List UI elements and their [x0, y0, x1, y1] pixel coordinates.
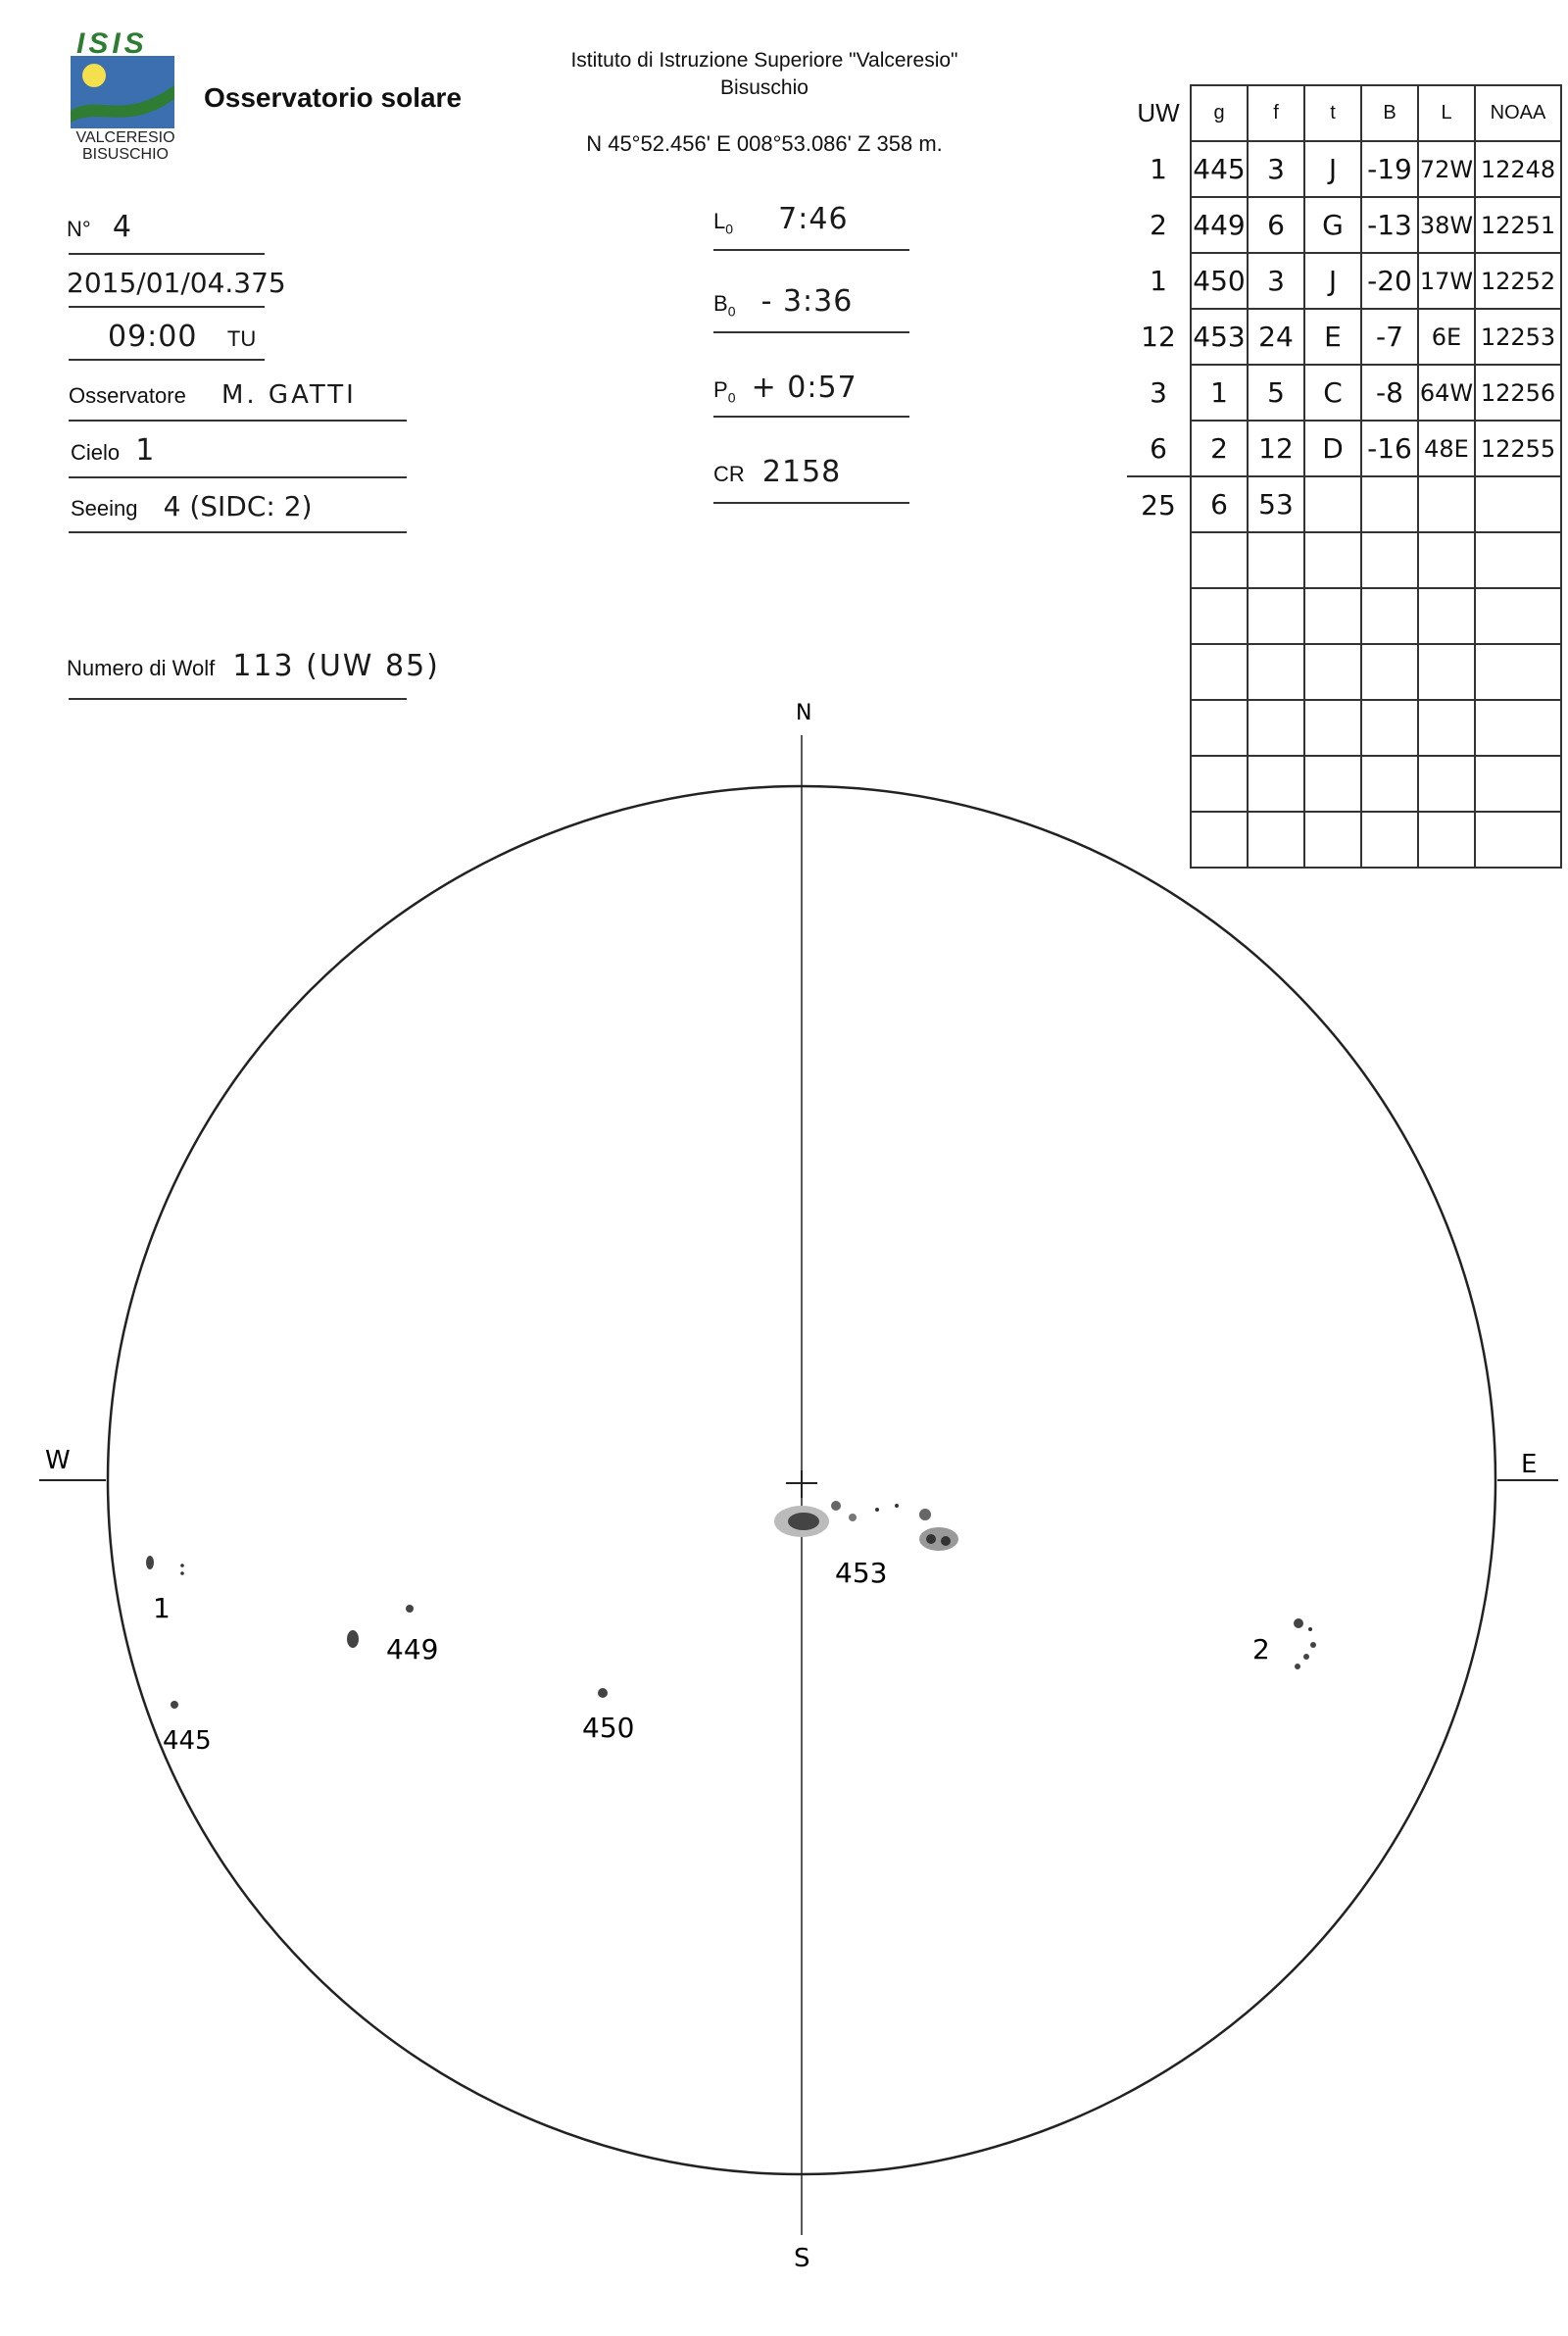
cell-uw [1127, 588, 1191, 644]
cell-l: 6E [1418, 309, 1475, 365]
cr-underline [713, 502, 909, 504]
seeing-underline [69, 531, 407, 533]
cell-l: 64W [1418, 365, 1475, 421]
p0-subscript: 0 [727, 389, 736, 406]
number-field [67, 210, 132, 244]
observer-value: M. GATTI [220, 380, 357, 410]
group-label-450: 450 [582, 1712, 635, 1744]
group-label-453: 453 [835, 1557, 888, 1589]
p0-underline [713, 416, 909, 418]
logo-subtitle-line2: BISUSCHIO [81, 146, 169, 163]
seeing-label: Seeing [71, 496, 138, 521]
cell-uw [1127, 532, 1191, 588]
cell-uw: 3 [1150, 376, 1167, 409]
sunspot-group-445 [163, 1701, 212, 1756]
table-row [1127, 141, 1561, 197]
seeing-field [71, 490, 313, 522]
cell-b: -20 [1361, 253, 1418, 309]
observatory-coordinates: N 45°52.456' E 008°53.086' Z 358 m. [586, 131, 943, 156]
wolf-number-value: 113 (UW 85) [232, 649, 440, 683]
cell-uw: 12 [1141, 321, 1176, 353]
header-uw: UW [1137, 98, 1180, 127]
l0-value: 7:46 [778, 202, 849, 236]
cell-f: 5 [1248, 365, 1304, 421]
header-l: L [1418, 85, 1475, 141]
date-value: 2015/01/04.375 [67, 267, 286, 299]
cell-f: 12 [1248, 421, 1304, 476]
sky-value: 1 [135, 433, 156, 468]
west-label: W [45, 1446, 71, 1475]
cell-b: -16 [1361, 421, 1418, 476]
l0-label: L [713, 209, 726, 233]
b0-subscript: 0 [727, 303, 736, 320]
observatory-title: Osservatorio solare [204, 82, 463, 113]
cell-g: 445 [1191, 141, 1248, 197]
table-empty-row [1127, 532, 1561, 588]
cell-g: 453 [1191, 309, 1248, 365]
cell-l: 38W [1418, 197, 1475, 253]
cell-f: 3 [1248, 253, 1304, 309]
cell-f: 6 [1248, 197, 1304, 253]
cell-t: J [1304, 141, 1361, 197]
p0-field [713, 371, 858, 405]
l0-underline [713, 249, 909, 251]
isis-logo-graphic [69, 54, 176, 130]
b0-field [713, 284, 853, 319]
cell-f: 3 [1248, 141, 1304, 197]
cr-value: 2158 [761, 455, 842, 489]
cell-noaa: 12252 [1475, 253, 1561, 309]
cell-f: 24 [1248, 309, 1304, 365]
header-noaa: NOAA [1475, 85, 1561, 141]
group-label-1: 1 [153, 1592, 171, 1624]
wolf-number-label: Numero di Wolf [67, 656, 216, 680]
institute-line2: Bisuschio [720, 76, 808, 99]
group-label-449: 449 [386, 1633, 439, 1665]
cell-t: D [1304, 421, 1361, 476]
cell-g [1191, 532, 1248, 588]
cell-t: G [1304, 197, 1361, 253]
cell-f [1248, 532, 1304, 588]
cell-b: -19 [1361, 141, 1418, 197]
header-f: f [1248, 85, 1304, 141]
cell-noaa: 12256 [1475, 365, 1561, 421]
sky-underline [69, 476, 407, 478]
cell-g: 6 [1191, 476, 1248, 532]
cell-noaa [1475, 476, 1561, 532]
cell-g [1191, 588, 1248, 644]
cell-g: 2 [1191, 421, 1248, 476]
cell-g: 450 [1191, 253, 1248, 309]
b0-underline [713, 331, 909, 333]
cr-field [713, 455, 841, 489]
cell-l [1418, 532, 1475, 588]
table-row [1127, 253, 1561, 309]
cell-f: 53 [1248, 476, 1304, 532]
number-label: N° [67, 217, 91, 241]
cell-l [1418, 588, 1475, 644]
sunspot-group-450 [582, 1688, 634, 1744]
institute-line1: Istituto di Istruzione Superiore "Valceresio" [570, 49, 958, 72]
cell-t: E [1304, 309, 1361, 365]
table-header-row [1127, 85, 1561, 141]
table-empty-row [1127, 588, 1561, 644]
cell-noaa: 12255 [1475, 421, 1561, 476]
cell-t: J [1304, 253, 1361, 309]
cell-g: 449 [1191, 197, 1248, 253]
number-underline [69, 253, 265, 255]
cr-label: CR [713, 462, 745, 486]
institute-name [519, 47, 1009, 102]
sunspot-group-1 [146, 1556, 184, 1624]
sky-field [71, 433, 155, 468]
p0-value: + 0:57 [751, 371, 858, 405]
table-row [1127, 365, 1561, 421]
cell-uw: 2 [1150, 209, 1167, 241]
number-value: 4 [112, 210, 132, 244]
solar-disk-drawing [0, 676, 1568, 2336]
cell-b [1361, 476, 1418, 532]
cell-l: 72W [1418, 141, 1475, 197]
cell-noaa: 12253 [1475, 309, 1561, 365]
time-underline [69, 359, 265, 361]
seeing-value: 4 (SIDC: 2) [163, 490, 313, 522]
p0-label: P [713, 377, 728, 402]
group-label-2: 2 [1252, 1633, 1270, 1665]
cell-t: C [1304, 365, 1361, 421]
cell-g: 1 [1191, 365, 1248, 421]
south-label: S [794, 2244, 810, 2273]
cell-l [1418, 476, 1475, 532]
observer-underline [69, 420, 407, 422]
time-field [108, 320, 256, 354]
time-label: TU [226, 326, 257, 351]
table-row [1127, 197, 1561, 253]
cell-b: -13 [1361, 197, 1418, 253]
east-label: E [1521, 1450, 1538, 1479]
b0-label: B [713, 291, 728, 316]
sky-label: Cielo [71, 440, 121, 465]
cell-t [1304, 588, 1361, 644]
logo-text: ISIS [76, 27, 148, 60]
date-underline [69, 306, 265, 308]
cell-noaa [1475, 532, 1561, 588]
cell-f [1248, 588, 1304, 644]
table-row [1127, 309, 1561, 365]
cell-noaa: 12248 [1475, 141, 1561, 197]
cell-noaa: 12251 [1475, 197, 1561, 253]
table-row [1127, 421, 1561, 476]
table-total-row [1127, 476, 1561, 532]
b0-value: - 3:36 [760, 284, 854, 319]
header-b: B [1361, 85, 1418, 141]
l0-field [713, 202, 849, 236]
cell-uw: 6 [1150, 431, 1167, 465]
logo-subtitle-line1: VALCERESIO [75, 129, 175, 146]
header-g: g [1191, 85, 1248, 141]
cell-noaa [1475, 588, 1561, 644]
cell-l: 48E [1418, 421, 1475, 476]
l0-subscript: 0 [725, 221, 734, 237]
sunspot-group-449 [347, 1605, 438, 1665]
cell-b: -7 [1361, 309, 1418, 365]
time-value: 09:00 [108, 320, 198, 354]
cell-b [1361, 532, 1418, 588]
cell-uw: 25 [1127, 476, 1191, 532]
group-label-445: 445 [163, 1726, 212, 1756]
north-label: N [796, 701, 812, 725]
cell-b [1361, 588, 1418, 644]
cell-uw: 1 [1150, 153, 1167, 185]
sunspot-group-2 [1252, 1618, 1316, 1669]
logo-subtitle [67, 129, 184, 163]
cell-b: -8 [1361, 365, 1418, 421]
cell-uw: 1 [1150, 265, 1167, 297]
cell-t [1304, 532, 1361, 588]
observer-field [69, 380, 357, 410]
cell-t [1304, 476, 1361, 532]
header-t: t [1304, 85, 1361, 141]
cell-l: 17W [1418, 253, 1475, 309]
observer-label: Osservatore [69, 383, 186, 408]
